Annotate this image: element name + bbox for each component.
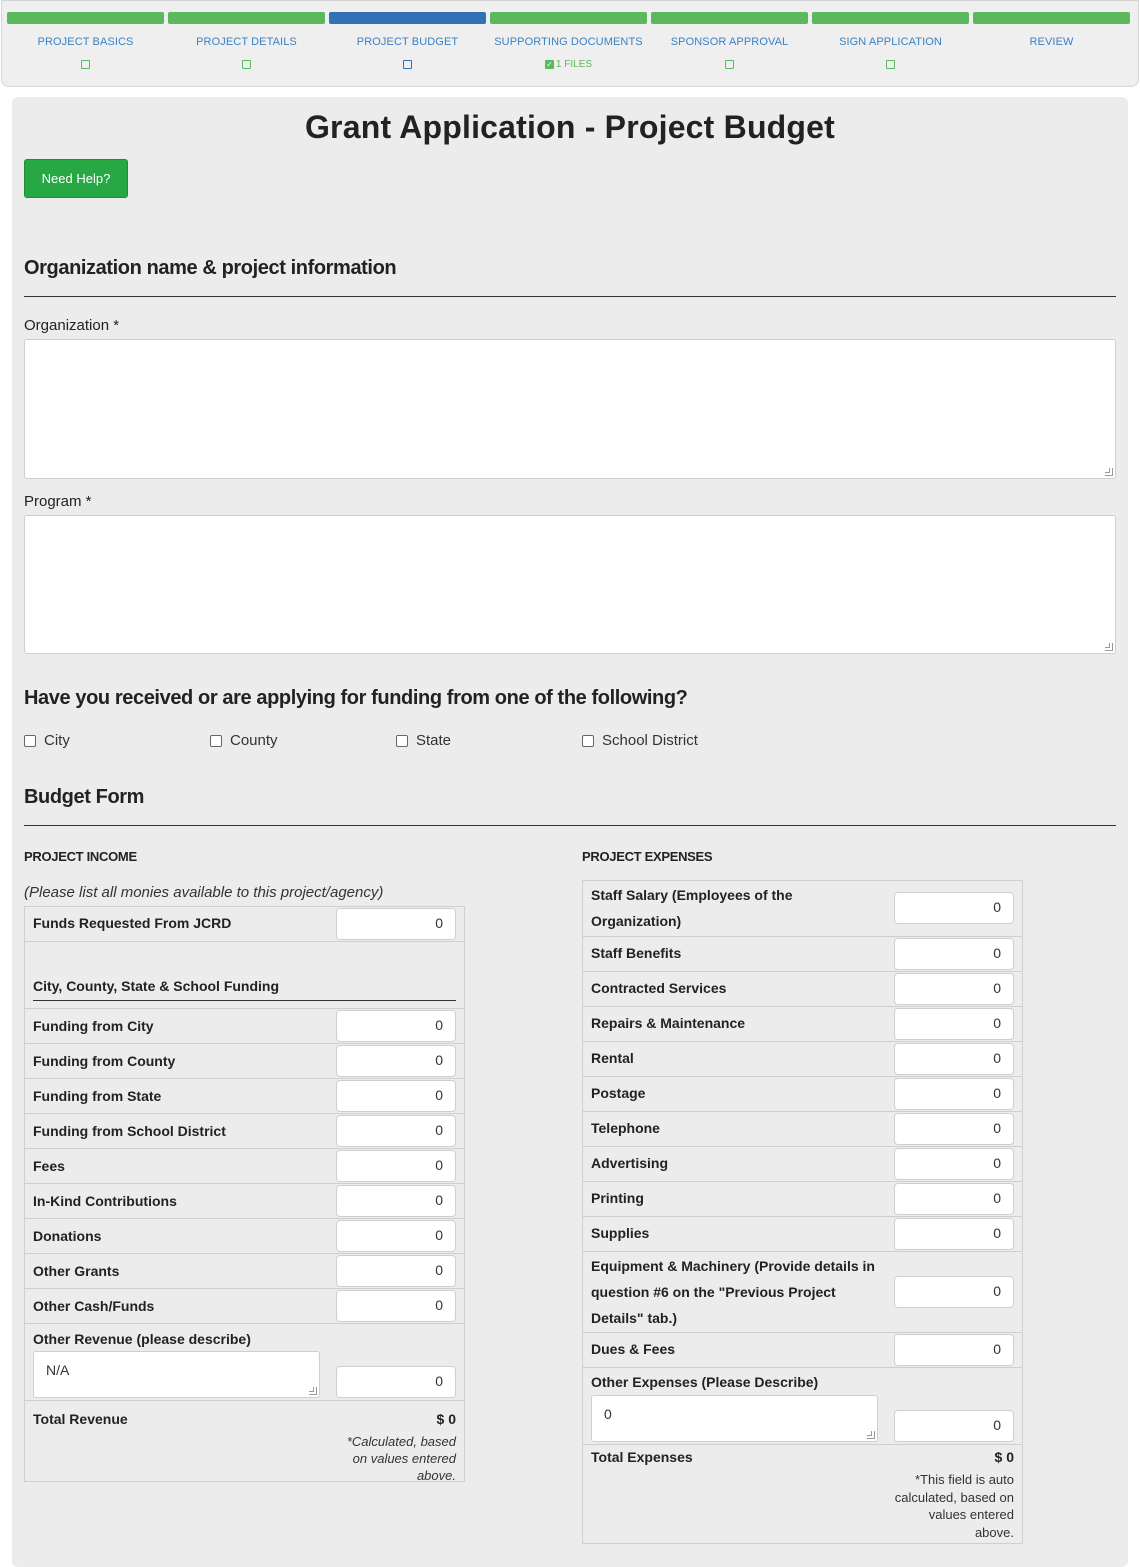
checkbox-school-district[interactable]: School District — [582, 732, 698, 749]
row-label: Printing — [591, 1190, 644, 1206]
page-title: Grant Application - Project Budget — [304, 109, 836, 145]
table-row — [25, 1078, 464, 1113]
table-row — [583, 971, 1022, 1006]
table-row — [25, 1008, 464, 1043]
subheading: City, County, State & School Funding — [33, 978, 280, 994]
table-row — [25, 1323, 464, 1400]
step-status-icon — [81, 60, 90, 69]
amount-input[interactable]: 0 — [894, 1113, 1014, 1145]
table-row — [25, 941, 464, 1008]
resize-handle-icon[interactable] — [1105, 643, 1113, 651]
step-supporting-documents[interactable] — [489, 12, 648, 82]
row-label: Other Cash/Funds — [33, 1298, 155, 1314]
row-label: Rental — [591, 1050, 634, 1066]
amount-input[interactable]: 0 — [336, 1010, 456, 1042]
files-count: 1 FILES — [555, 58, 593, 70]
checkbox-box[interactable] — [210, 735, 222, 747]
resize-handle-icon[interactable] — [1105, 468, 1113, 476]
step-label: REVIEW — [1029, 36, 1074, 48]
table-row — [583, 1111, 1022, 1146]
total-revenue-label: Total Revenue — [33, 1411, 128, 1427]
income-header: PROJECT INCOME — [24, 849, 137, 864]
table-row — [25, 1183, 464, 1218]
amount-input[interactable]: 0 — [894, 973, 1014, 1005]
other-revenue-description[interactable]: N/A — [33, 1351, 320, 1398]
income-table — [24, 906, 465, 1482]
total-revenue-value: $ 0 — [436, 1411, 456, 1427]
total-revenue-note: *Calculated, based on values entered above. — [346, 1434, 456, 1483]
row-label: Fees — [33, 1158, 65, 1174]
amount-input[interactable]: 0 — [894, 1148, 1014, 1180]
row-label: Funds Requested From JCRD — [33, 915, 232, 931]
step-bar — [168, 12, 325, 24]
step-bar — [651, 12, 808, 24]
table-row — [583, 1216, 1022, 1251]
row-label: Other Revenue (please describe) — [33, 1331, 251, 1347]
row-label: Staff Salary (Employees of the Organization) — [591, 887, 793, 929]
other-expenses-amount-input[interactable]: 0 — [894, 1410, 1014, 1442]
step-review[interactable] — [972, 12, 1131, 82]
table-row — [583, 1146, 1022, 1181]
organization-label: Organization * — [24, 317, 120, 334]
amount-input[interactable]: 0 — [336, 1255, 456, 1287]
amount-input[interactable]: 0 — [894, 1183, 1014, 1215]
table-row — [25, 907, 464, 941]
step-bar — [973, 12, 1130, 24]
amount-input[interactable]: 0 — [336, 1115, 456, 1147]
resize-handle-icon[interactable] — [867, 1431, 875, 1439]
row-label: Other Grants — [33, 1263, 120, 1279]
checkbox-box[interactable] — [582, 735, 594, 747]
main-panel — [12, 97, 1128, 1567]
divider — [24, 296, 1116, 297]
amount-input[interactable]: 0 — [894, 1008, 1014, 1040]
step-label: PROJECT BASICS — [37, 36, 134, 48]
organization-field[interactable] — [24, 339, 1116, 479]
program-field[interactable] — [24, 515, 1116, 654]
row-label: Equipment & Machinery (Provide details in question #6 on the "Previous Project Details" tab.) — [591, 1258, 875, 1326]
step-bar — [812, 12, 969, 24]
amount-input[interactable]: 0 — [336, 1290, 456, 1322]
row-label: Other Expenses (Please Describe) — [591, 1374, 819, 1390]
divider — [33, 1000, 456, 1001]
amount-input[interactable]: 0 — [894, 1276, 1014, 1308]
table-row — [583, 1367, 1022, 1444]
funding-question: Have you received or are applying for funding from one of the following? — [24, 687, 688, 709]
table-row — [583, 936, 1022, 971]
table-row — [583, 1181, 1022, 1216]
amount-input[interactable]: 0 — [336, 1220, 456, 1252]
amount-input[interactable]: 0 — [894, 1334, 1014, 1366]
step-project-details[interactable] — [167, 12, 326, 82]
amount-input[interactable]: 0 — [336, 1185, 456, 1217]
step-bar — [7, 12, 164, 24]
funds-requested-input[interactable]: 0 — [336, 908, 456, 940]
table-row — [25, 1288, 464, 1323]
step-label: PROJECT DETAILS — [196, 36, 297, 48]
amount-input[interactable]: 0 — [336, 1080, 456, 1112]
budget-form-heading: Budget Form — [24, 786, 145, 808]
table-row — [583, 1332, 1022, 1367]
amount-input[interactable]: 0 — [894, 892, 1014, 924]
step-status-icon — [403, 60, 412, 69]
expenses-header: PROJECT EXPENSES — [582, 849, 713, 864]
progress-stepper — [1, 0, 1139, 87]
table-row — [25, 1218, 464, 1253]
resize-handle-icon[interactable] — [309, 1387, 317, 1395]
row-label: Funding from City — [33, 1018, 154, 1034]
amount-input[interactable]: 0 — [894, 1218, 1014, 1250]
row-label: Dues & Fees — [591, 1341, 676, 1357]
checkbox-city[interactable]: City — [24, 732, 70, 749]
amount-input[interactable]: 0 — [894, 938, 1014, 970]
checkbox-county[interactable]: County — [210, 732, 278, 749]
row-label: Telephone — [591, 1120, 660, 1136]
need-help-button[interactable]: Need Help? — [24, 159, 128, 198]
row-label: Donations — [33, 1228, 102, 1244]
step-status-icon — [242, 60, 251, 69]
row-label: Funding from County — [33, 1053, 176, 1069]
other-expenses-description[interactable]: 0 — [591, 1395, 878, 1442]
row-label: In-Kind Contributions — [33, 1193, 177, 1209]
table-row — [583, 1251, 1022, 1332]
total-row — [583, 1444, 1022, 1545]
total-row — [25, 1400, 464, 1483]
step-bar — [329, 12, 486, 24]
table-row — [25, 1113, 464, 1148]
row-label: Staff Benefits — [591, 945, 682, 961]
row-label: Supplies — [591, 1225, 650, 1241]
table-row — [583, 1076, 1022, 1111]
amount-input[interactable]: 0 — [894, 1043, 1014, 1075]
step-label: SPONSOR APPROVAL — [670, 36, 789, 48]
total-expenses-note: *This field is auto calculated, based on values entered above. — [894, 1472, 1014, 1540]
row-label: Funding from State — [33, 1088, 162, 1104]
checkbox-box[interactable] — [396, 735, 408, 747]
table-row — [25, 1043, 464, 1078]
step-project-basics[interactable] — [6, 12, 165, 82]
step-label: PROJECT BUDGET — [356, 36, 459, 48]
total-expenses-label: Total Expenses — [591, 1449, 693, 1465]
row-label: Contracted Services — [591, 980, 727, 996]
divider — [24, 825, 1116, 826]
row-label: Advertising — [591, 1155, 669, 1171]
table-row — [583, 1041, 1022, 1076]
step-bar — [490, 12, 647, 24]
checkbox-state[interactable]: State — [396, 732, 451, 749]
checkbox-box[interactable] — [24, 735, 36, 747]
step-project-budget[interactable] — [328, 12, 487, 82]
program-label: Program * — [24, 493, 92, 510]
step-status-icon — [886, 60, 895, 69]
table-row — [583, 1006, 1022, 1041]
amount-input[interactable]: 0 — [336, 1045, 456, 1077]
step-sign-application[interactable] — [811, 12, 970, 82]
row-label: Funding from School District — [33, 1123, 226, 1139]
amount-input[interactable]: 0 — [336, 1150, 456, 1182]
step-status-icon — [725, 60, 734, 69]
table-row — [583, 881, 1022, 936]
total-expenses-value: $ 0 — [994, 1449, 1014, 1465]
step-sponsor-approval[interactable] — [650, 12, 809, 82]
expenses-table — [582, 880, 1023, 1544]
table-row — [25, 1148, 464, 1183]
row-label: Postage — [591, 1085, 646, 1101]
row-label: Repairs & Maintenance — [591, 1015, 746, 1031]
step-label: SUPPORTING DOCUMENTS — [494, 36, 643, 48]
check-icon: ✓ — [546, 59, 553, 69]
step-label: SIGN APPLICATION — [839, 36, 942, 48]
org-section-heading: Organization name & project information — [24, 257, 397, 279]
table-row — [25, 1253, 464, 1288]
income-note: (Please list all monies available to this project/agency) — [24, 884, 384, 901]
other-revenue-amount-input[interactable]: 0 — [336, 1366, 456, 1398]
amount-input[interactable]: 0 — [894, 1078, 1014, 1110]
